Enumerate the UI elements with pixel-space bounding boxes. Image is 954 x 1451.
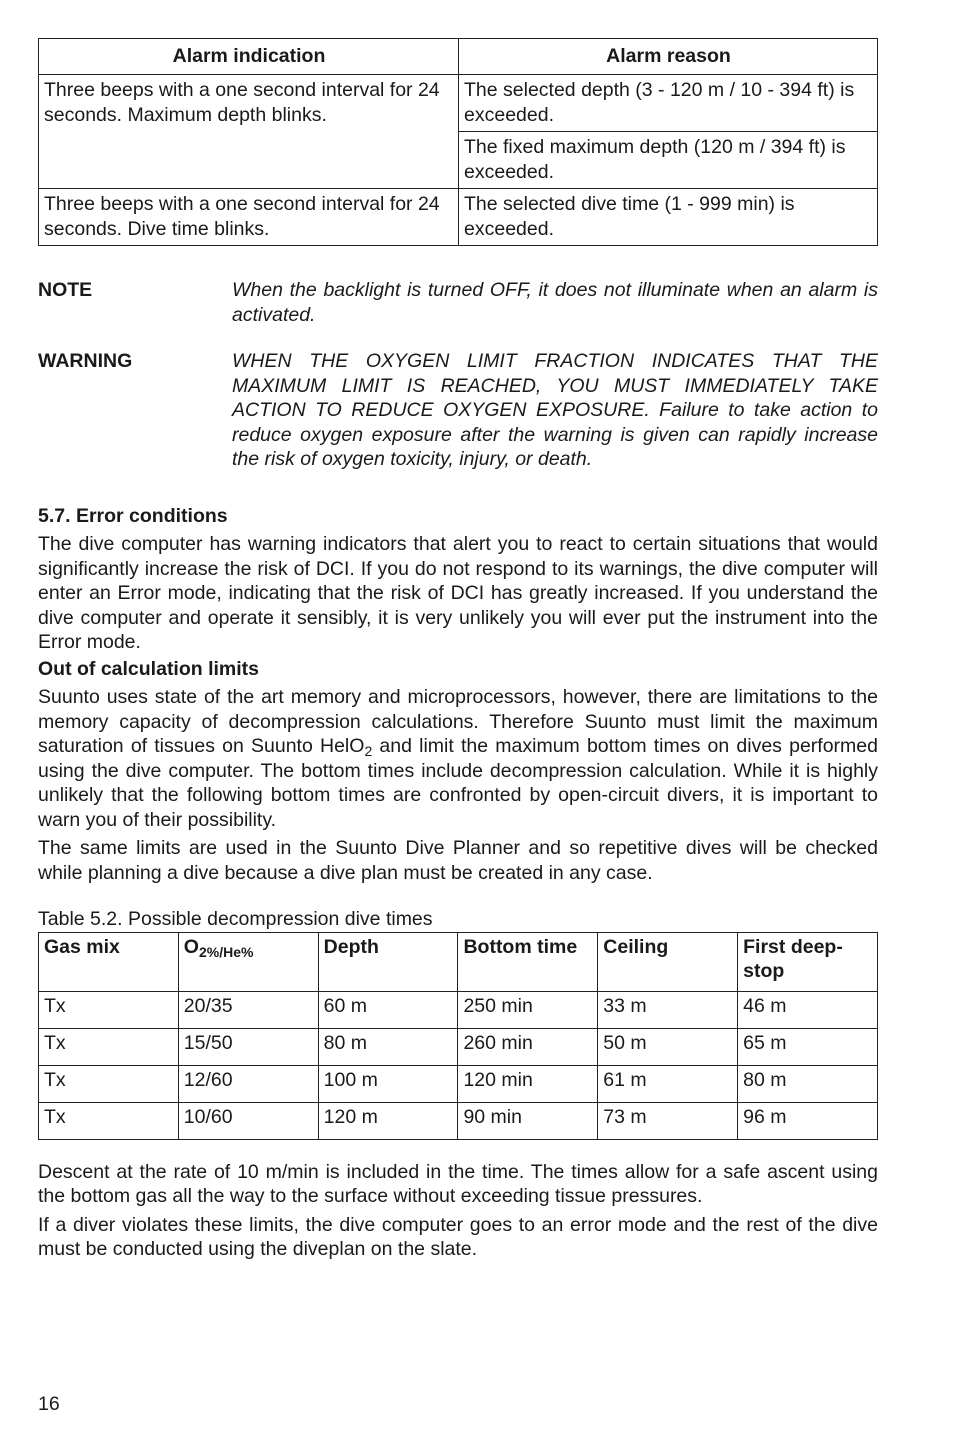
table-cell: 20/35 [178, 991, 318, 1028]
table-cell: 46 m [738, 991, 878, 1028]
bottom-time-header: Bottom time [458, 932, 598, 991]
depth-header: Depth [318, 932, 458, 991]
table-row [39, 1102, 878, 1139]
alarm-reason-cell: The selected depth (3 - 120 m / 10 - 394 ft) is exceeded. [459, 75, 878, 132]
table-cell: 12/60 [178, 1065, 318, 1102]
alarm-reason-cell: The selected dive time (1 - 999 min) is exceeded. [459, 189, 878, 246]
descent-paragraph: Descent at the rate of 10 m/min is included in the time. The times allow for a safe ascent using the bottom gas all the way to the surface without exceeding tissue pressures. [38, 1160, 878, 1207]
table-cell: 90 min [458, 1102, 598, 1139]
table-row [39, 75, 878, 132]
table-cell: Tx [39, 991, 179, 1028]
table-cell: 73 m [598, 1102, 738, 1139]
gas-mix-header: Gas mix [39, 932, 179, 991]
table-cell: 80 m [318, 1028, 458, 1065]
alarm-table-header [39, 39, 878, 75]
note-label: NOTE [38, 279, 93, 301]
dive-times-table [38, 932, 878, 1140]
alarm-reason-header: Alarm reason [459, 39, 878, 75]
first-deepstop-header: First deep-stop [738, 932, 878, 991]
alarm-indication-header: Alarm indication [39, 39, 459, 75]
table-cell: 10/60 [178, 1102, 318, 1139]
table-cell: Tx [39, 1102, 179, 1139]
planner-paragraph: The same limits are used in the Suunto Dive Planner and so repetitive dives will be checked while planning a dive because a dive plan must be created in any case. [38, 837, 878, 884]
table-row [39, 991, 878, 1028]
table-cell: 33 m [598, 991, 738, 1028]
violation-paragraph: If a diver violates these limits, the dive computer goes to an error mode and the rest of the dive must be conducted using the diveplan on the slate. [38, 1213, 878, 1260]
alarm-indication-cell: Three beeps with a one second interval for 24 seconds. Dive time blinks. [39, 189, 459, 246]
table-cell: Tx [39, 1065, 179, 1102]
subsection-heading: Out of calculation limits [38, 657, 260, 680]
table-cell: 80 m [738, 1065, 878, 1102]
ceiling-header: Ceiling [598, 932, 738, 991]
note-text: When the backlight is turned OFF, it does not illuminate when an alarm is activated. [232, 279, 878, 326]
alarm-reason-cell: The fixed maximum depth (120 m / 394 ft) is exceeded. [459, 132, 878, 189]
o2-he-header: $O_{2\%/He\%}$ [178, 932, 318, 991]
table-cell: 96 m [738, 1102, 878, 1139]
warning-block [38, 349, 878, 472]
table-row [39, 1028, 878, 1065]
table-caption: Table 5.2. Possible decompression dive times [38, 908, 433, 930]
note-block [38, 278, 878, 327]
table-row [39, 189, 878, 246]
section-intro: The dive computer has warning indicators that alert you to react to certain situations that would significantly increase the risk of DCI. If you do not respond to its warnings, the dive computer will enter an Error mode, indicating that the risk of DCI has greatly increased. If you understand the dive computer and operate it sensibly, it is very unlikely you will ever put the instrument into the Error mode. [38, 533, 878, 653]
alarm-table [38, 38, 878, 246]
table-cell: 65 m [738, 1028, 878, 1065]
table-cell: 120 m [318, 1102, 458, 1139]
table-cell: 60 m [318, 991, 458, 1028]
alarm-indication-cell: Three beeps with a one second interval for 24 seconds. Maximum depth blinks. [39, 75, 459, 189]
table-cell: Tx [39, 1028, 179, 1065]
table-cell: 50 m [598, 1028, 738, 1065]
table-row [39, 1065, 878, 1102]
warning-text: WHEN THE OXYGEN LIMIT FRACTION INDICATES THAT THE MAXIMUM LIMIT IS REACHED, YOU MUST IMMEDIATELY TAKE ACTION TO REDUCE OXYGEN EXPOSURE. Failure to take action to reduce oxygen exposure after the warning is given can rapidly increase the risk of oxygen toxicity, injury, or death. [232, 350, 878, 470]
dive-table-header [39, 932, 878, 991]
section-heading: 5.7. Error conditions [38, 504, 228, 527]
limits-paragraph: Suunto uses state of the art memory and microprocessors, however, there are limitations to the memory capacity of decompression calculations. Therefore Suunto must limit the maximum saturation of tissues on Suunto HelO$_2$ and limit the maximum bottom times on dives performed using the dive computer. The bottom times include decompression calculation. While it is highly unlikely that the following bottom times are confronted by open-circuit divers, it is important to warn you of their possibility. [38, 686, 878, 831]
page-number: 16 [38, 1393, 60, 1415]
table-cell: 100 m [318, 1065, 458, 1102]
table-cell: 120 min [458, 1065, 598, 1102]
page-content [38, 38, 878, 1262]
table-cell: 250 min [458, 991, 598, 1028]
warning-label: WARNING [38, 350, 133, 372]
table-cell: 260 min [458, 1028, 598, 1065]
table-cell: 15/50 [178, 1028, 318, 1065]
table-cell: 61 m [598, 1065, 738, 1102]
